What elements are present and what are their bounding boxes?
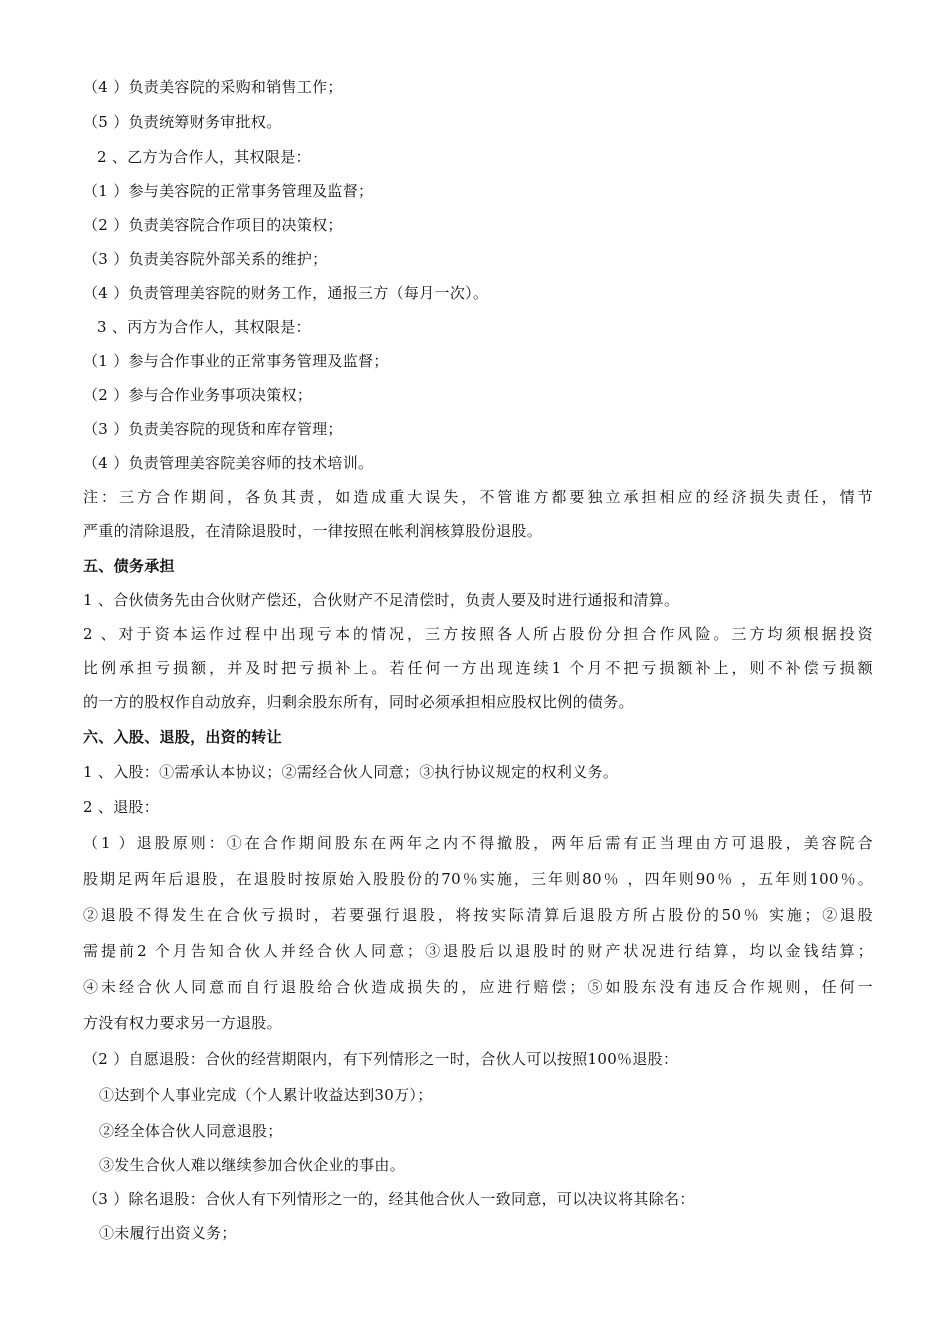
debt-clause-2-line-3: 的一方的股权作自动放弃，归剩余股东所有，同时必须承担相应股权比例的债务。: [83, 693, 634, 711]
clause-c1: （1 ）参与合作事业的正常事务管理及监督；: [83, 352, 389, 370]
debt-clause-2-line-2: 比例承担亏损额，并及时把亏损补上。若任何一方出现连续1 个月不把亏损额补上，则不补偿亏损额: [83, 659, 873, 677]
expulsion-withdraw: （3 ）除名退股：合伙人有下列情形之一的，经其他合伙人一致同意，可以决议将其除名：: [83, 1190, 695, 1208]
clause-c4: （4 ）负责管理美容院美容师的技术培训。: [83, 454, 374, 472]
section-heading-6: 六、入股、退股，出资的转让: [83, 728, 282, 746]
voluntary-item-3: ③发生合伙人难以继续参加合伙企业的事由。: [99, 1156, 406, 1174]
voluntary-item-1: ①达到个人事业完成（个人累计收益达到30万）；: [99, 1086, 433, 1104]
clause-c2: （2 ）参与合作业务事项决策权；: [83, 386, 313, 404]
withdraw-principle-line-1: （1 ）退股原则：①在合作期间股东在两年之内不得撤股，两年后需有正当理由方可退股，美容院合: [83, 834, 873, 852]
clause-b2: （2 ）负责美容院合作项目的决策权；: [83, 216, 343, 234]
clause-b3: （3 ）负责美容院外部关系的维护；: [83, 250, 328, 268]
note-line-1: 注：三方合作期间，各负其责，如造成重大误失，不管谁方都要独立承担相应的经济损失责任，情节: [83, 488, 873, 506]
withdraw-principle-line-2: 股期足两年后退股，在退股时按原始入股股份的70％实施，三年则80％ ，四年则90％ ，五年则100％。: [83, 870, 873, 888]
voluntary-item-2: ②经全体合伙人同意退股；: [99, 1122, 283, 1140]
clause-c3: （3 ）负责美容院的现货和库存管理；: [83, 420, 343, 438]
debt-clause-2-line-1: 2 、对于资本运作过程中出现亏本的情况，三方按照各人所占股份分担合作风险。三方均须根据投资: [83, 625, 873, 643]
expulsion-item-1: ①未履行出资义务；: [99, 1224, 237, 1242]
join-clause: 1 、入股：①需承认本协议；②需经合伙人同意；③执行协议规定的权利义务。: [83, 763, 619, 781]
note-line-2: 严重的清除退股，在清除退股时，一律按照在帐利润核算股份退股。: [83, 522, 543, 540]
clause-b-heading: 2 、乙方为合作人，其权限是：: [97, 148, 311, 166]
withdraw-principle-line-6: 方没有权力要求另一方退股。: [83, 1014, 282, 1032]
clause-b4: （4 ）负责管理美容院的财务工作，通报三方（每月一次）。: [83, 284, 489, 302]
voluntary-withdraw: （2 ）自愿退股：合伙的经营期限内，有下列情形之一时，合伙人可以按照100％退股：: [83, 1050, 679, 1068]
clause-a5: （5 ）负责统筹财务审批权。: [83, 113, 282, 131]
debt-clause-1: 1 、合伙债务先由合伙财产偿还，合伙财产不足清偿时，负责人要及时进行通报和清算。: [83, 591, 680, 609]
clause-b1: （1 ）参与美容院的正常事务管理及监督；: [83, 182, 374, 200]
withdraw-principle-line-3: ②退股不得发生在合伙亏损时，若要强行退股，将按实际清算后退股方所占股份的50％ 实施；②退股: [83, 906, 873, 924]
withdraw-principle-line-5: ④未经合伙人同意而自行退股给合伙造成损失的，应进行赔偿；⑤如股东没有违反合作规则，任何一: [83, 978, 873, 996]
section-heading-5: 五、债务承担: [83, 557, 175, 575]
clause-c-heading: 3 、丙方为合作人，其权限是：: [97, 318, 311, 336]
withdraw-heading: 2 、退股：: [83, 798, 160, 816]
withdraw-principle-line-4: 需提前2 个月告知合伙人并经合伙人同意；③退股后以退股时的财产状况进行结算，均以金钱结算；: [83, 942, 873, 960]
clause-a4: （4 ）负责美容院的采购和销售工作；: [83, 78, 343, 96]
